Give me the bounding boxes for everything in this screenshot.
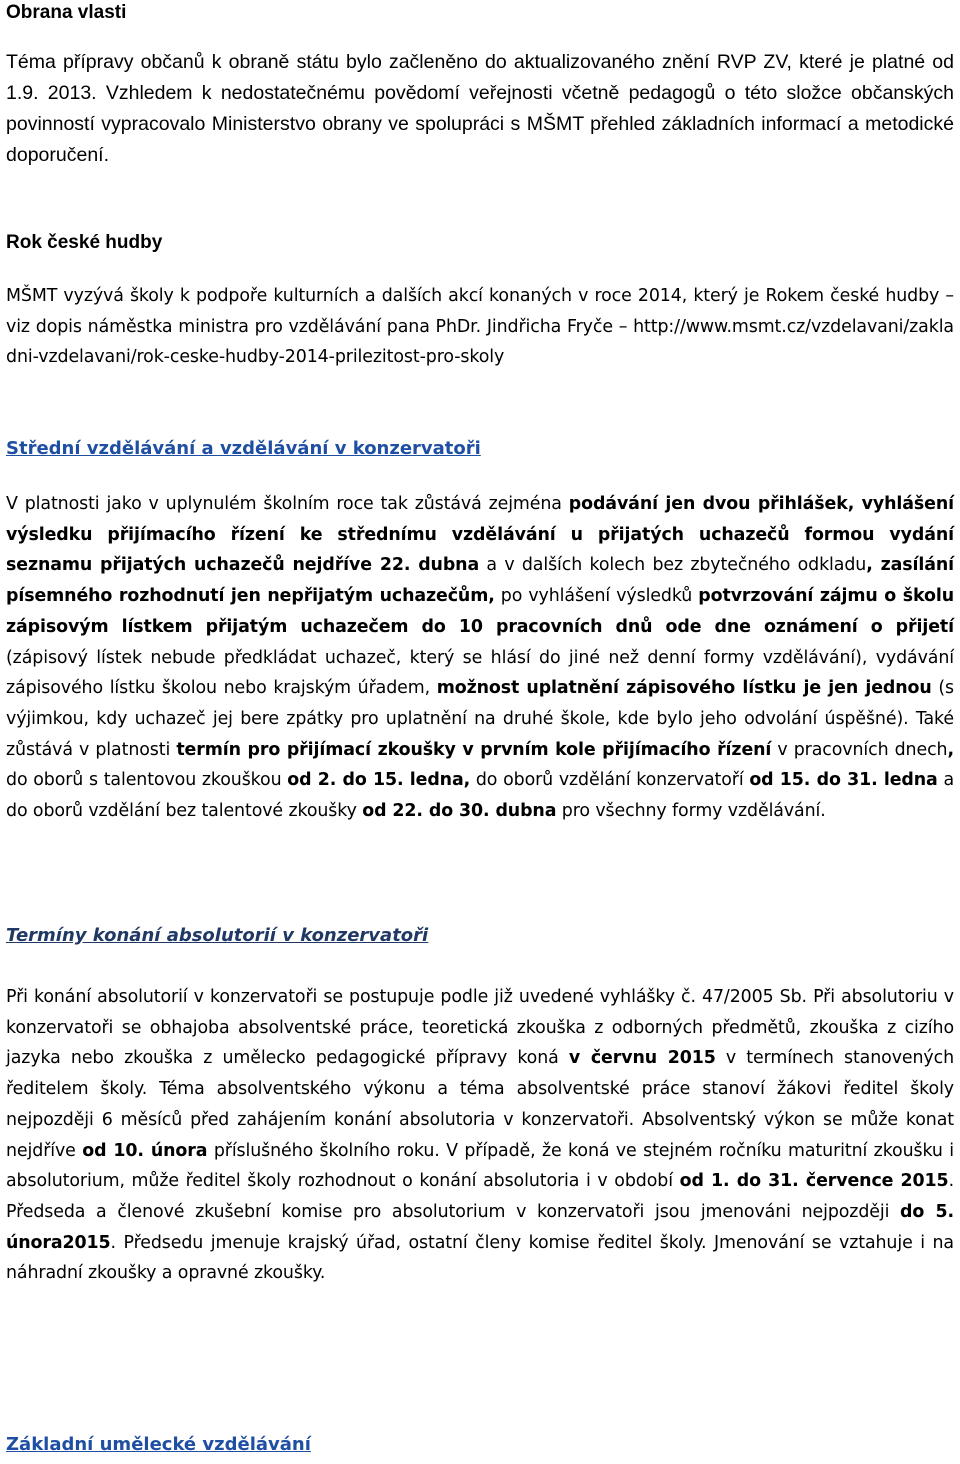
sec-b6: , [947, 739, 954, 760]
abs-b2: od 10. února [82, 1140, 208, 1161]
heading-terminy-absolutorii: Termíny konání absolutorií v konzervatoři [6, 925, 429, 946]
sec-s9: a do oborů vzdělání bez talentové zkoušky [6, 770, 954, 822]
abs-s5: . Předsedu jmenuje krajský úřad, ostatní členy komise ředitel školy. Jmenování se vztahuje i na náhradní zkoušky a opravné zkoušky. [6, 1232, 954, 1284]
sec-b2: , zasílání písemného rozhodnutí jen nepřijatým uchazečům, [6, 555, 954, 607]
sec-b3: potvrzování zájmu o školu zápisovým lístkem přijatým uchazečem do 10 pracovních dnů ode dne oznámení o přijetí [6, 586, 954, 637]
sec-s2: a v dalších kolech bez zbytečného odkladu [479, 555, 867, 576]
abs-s4: . Předseda a členové zkušební komise pro absolutorium v konzervatoři jsou jmenováni nejpozději [6, 1171, 954, 1222]
sec-s1: V platnosti jako v uplynulém školním roce tak zůstává zejména [6, 494, 569, 514]
sec-b8: od 15. do 31. ledna [749, 770, 938, 791]
sec-b5: termín pro přijímací zkoušky v prvním kole přijímacího řízení [176, 739, 772, 760]
sec-s8: do oborů vzdělání konzervatoří [470, 770, 750, 791]
paragraph-obrana-vlasti: Téma přípravy občanů k obraně státu bylo začleněno do aktualizovaného znění RVP ZV, které je platné od 1.9. 2013. Vzhledem k nedostatečnému povědomí veřejnosti včetně pedagogů o této složce občanských povinností vypracovalo Ministerstvo obrany ve spolupráci s MŠMT přehled základních informací a metodické doporučení. [6, 51, 954, 166]
abs-b4: do 5. února2015 [6, 1201, 954, 1253]
music-text: MŠMT vyzývá školy k podpoře kulturních a dalších akcí konaných v roce 2014, který je Rokem české hudby – viz dopis náměstka ministra pro vzdělávání pana PhDr. Jindřicha Fryče – [6, 286, 954, 337]
heading-obrana-vlasti: Obrana vlasti [6, 2, 127, 23]
paragraph-rok-ceske-hudby [6, 281, 954, 373]
paragraph-terminy-absolutorii [6, 982, 954, 1289]
sec-b4: možnost uplatnění zápisového lístku je jen jednou [436, 678, 932, 699]
sec-s10: pro všechny formy vzdělávání. [556, 801, 826, 822]
music-link[interactable]: http://www.msmt.cz/vzdelavani/zakladni-vzdelavani/rok-ceske-hudby-2014-prilezitost-pro-skoly [6, 316, 954, 368]
sec-s4: (zápisový lístek nebude předkládat uchazeč, který se hlásí do jiné než denní formy vzdělávání), vydávání zápisového lístku školou nebo krajským úřadem, [6, 647, 954, 699]
abs-s2: v termínech stanovených ředitelem školy. Téma absolventského výkonu a téma absolventské práce stanoví žákovi ředitel školy nejpozději 6 měsíců před zahájením konání absolutoria v konzervatoři. Absolventský výkon se může konat nejdříve [6, 1048, 954, 1161]
sec-b1: podávání jen dvou přihlášek, vyhlášení výsledku přijímacího řízení ke střednímu vzdělávání u přijatých uchazečů formou vydání seznamu přijatých uchazečů nejdříve 22. dubna [6, 494, 954, 576]
abs-b3: od 1. do 31. července 2015 [679, 1171, 949, 1192]
sec-s3: po vyhlášení výsledků [494, 586, 699, 607]
heading-zakladni-umelecke: Základní umělecké vzdělávání [6, 1434, 311, 1455]
paragraph-stredni-vzdelavani [6, 489, 954, 827]
abs-b1: v červnu 2015 [568, 1048, 716, 1069]
heading-rok-ceske-hudby: Rok české hudby [6, 232, 163, 253]
sec-b9: od 22. do 30. dubna [362, 801, 557, 822]
sec-b7: od 2. do 15. ledna, [287, 770, 471, 791]
abs-s3: příslušného školního roku. V případě, že koná ve stejném ročníku maturitní zkoušku i absolutorium, může ředitel školy rozhodnout o konání absolutoria i v období [6, 1140, 955, 1192]
sec-s5: (s výjimkou, kdy uchazeč jej bere zpátky pro uplatnění na druhé škole, kde bylo jeho odvolání úspěšné). Také zůstává v platnosti [6, 678, 954, 760]
sec-s6: v pracovních dnech [771, 739, 948, 760]
heading-stredni-vzdelavani: Střední vzdělávání a vzdělávání v konzervatoři [6, 438, 481, 459]
sec-s7: do oborů s talentovou zkouškou [6, 770, 288, 791]
abs-s1: Při konání absolutorií v konzervatoři se postupuje podle již uvedené vyhlášky č. 47/2005 Sb. Při absolutoriu v konzervatoři se obhajoba absolventské práce, teoretická zkouška z odborných předmětů, zkouška z cizího jazyka nebo zkouška z umělecko pedagogické přípravy koná [6, 987, 954, 1069]
